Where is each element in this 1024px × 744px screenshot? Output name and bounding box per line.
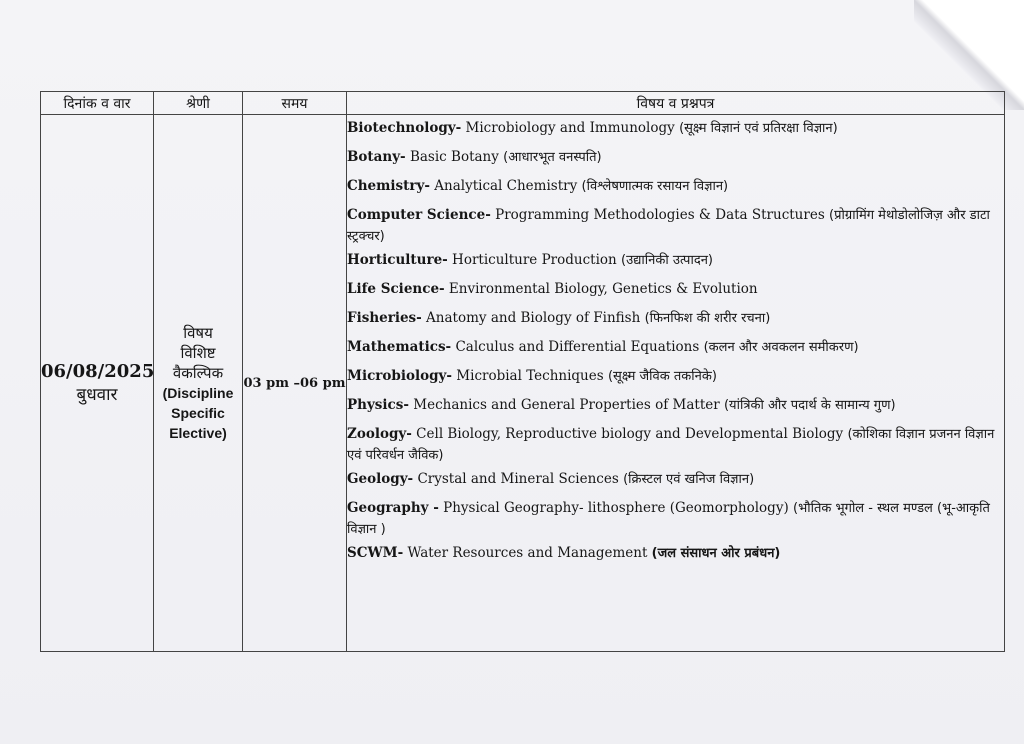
subject-name: Geography -: [347, 500, 439, 516]
subject-paper: Calculus and Differential Equations: [451, 339, 704, 355]
subject-name: Chemistry-: [347, 178, 430, 194]
category-english-line-2: Specific: [171, 405, 225, 421]
subject-line: [347, 144, 1004, 173]
header-subject: विषय व प्रश्नपत्र: [347, 92, 1005, 115]
subject-paper: Programming Methodologies & Data Structures: [490, 207, 830, 223]
exam-date: 06/08/2025: [41, 361, 155, 382]
subject-name: Microbiology-: [347, 368, 453, 384]
category-english-line-1: (Discipline: [162, 385, 234, 401]
subject-name: Computer Science-: [347, 207, 491, 223]
subject-name: Botany-: [347, 149, 406, 165]
subject-hindi: (फिनफिश की शरीर रचना): [644, 311, 771, 326]
subject-line: [347, 276, 1004, 305]
category-hindi-line-3: वैकल्पिक: [172, 364, 224, 382]
subject-name: Geology-: [347, 471, 414, 487]
subject-hindi: (क्रिस्टल एवं खनिज विज्ञान): [623, 472, 755, 487]
subject-hindi: (जल संसाधन ओर प्रबंधन): [651, 546, 781, 561]
category-hindi-line-2: विशिष्ट: [180, 344, 216, 362]
subject-line: [347, 334, 1004, 363]
category-english-line-3: Elective): [169, 425, 227, 441]
category-hindi-line-1: विषय: [183, 324, 213, 342]
time-cell: [243, 115, 347, 652]
exam-day: बुधवार: [76, 385, 118, 405]
subject-line: [347, 247, 1004, 276]
subject-hindi: (आधारभूत वनस्पति): [503, 150, 602, 165]
subject-line: [347, 305, 1004, 334]
header-date: दिनांक व वार: [41, 92, 154, 115]
subject-paper: Water Resources and Management: [403, 545, 652, 561]
subject-line: [347, 173, 1004, 202]
header-time: समय: [243, 92, 347, 115]
subject-hindi: (सूक्ष्म जैविक तकनिके): [607, 369, 717, 384]
subject-paper: Basic Botany: [405, 149, 504, 165]
subject-hindi: (कोशिका विज्ञान प्रजनन विज्ञान एवं परिवर्धन जैविक): [347, 427, 995, 463]
subject-paper: Environmental Biology, Genetics & Evolution: [444, 281, 758, 297]
subject-line: [347, 466, 1004, 495]
subject-hindi: (विश्लेषणात्मक रसायन विज्ञान): [581, 179, 729, 194]
header-row: [41, 92, 1005, 115]
subject-paper: Cell Biology, Reproductive biology and Developmental Biology: [411, 426, 848, 442]
subject-name: Fisheries-: [347, 310, 422, 326]
subject-line: [347, 363, 1004, 392]
subject-paper: Physical Geography- lithosphere (Geomorphology): [438, 500, 794, 516]
subject-hindi: (यांत्रिकी और पदार्थ के सामान्य गुण): [723, 398, 896, 413]
date-cell: [41, 115, 154, 652]
subject-line: [347, 202, 1004, 247]
subject-name: Horticulture-: [347, 252, 448, 268]
subject-hindi: (भौतिक भूगोल - स्थल मण्डल (भू-आकृति विज्ञान ): [347, 501, 990, 537]
subject-paper: Crystal and Mineral Sciences: [413, 471, 624, 487]
subject-hindi: (सूक्ष्म विज्ञानं एवं प्रतिरक्षा विज्ञान): [679, 121, 838, 136]
subject-line: [347, 540, 1004, 569]
subject-name: SCWM-: [347, 545, 404, 561]
subject-paper: Microbiology and Immunology: [461, 120, 680, 136]
subjects-cell: [347, 115, 1005, 652]
subject-line: [347, 392, 1004, 421]
subject-name: Physics-: [347, 397, 409, 413]
subject-paper: Anatomy and Biology of Finfish: [421, 310, 645, 326]
subject-line: [347, 495, 1004, 540]
subject-paper: Microbial Techniques: [452, 368, 608, 384]
subject-hindi: (उद्यानिकी उत्पादन): [621, 253, 714, 268]
subject-hindi: (कलन और अवकलन समीकरण): [703, 340, 859, 355]
table-row: [41, 115, 1005, 652]
subject-name: Zoology-: [347, 426, 412, 442]
subject-name: Biotechnology-: [347, 120, 462, 136]
subject-name: Life Science-: [347, 281, 445, 297]
header-category: श्रेणी: [154, 92, 243, 115]
subject-paper: Horticulture Production: [447, 252, 621, 268]
exam-time: 03 pm –06 pm: [243, 375, 346, 391]
subject-list: [347, 115, 1004, 569]
category-cell: [154, 115, 243, 652]
subject-paper: Analytical Chemistry: [429, 178, 582, 194]
subject-hindi: (प्रोग्रामिंग मेथोडोलोजिज़ और डाटा स्ट्रक्चर): [347, 208, 990, 244]
subject-paper: Mechanics and General Properties of Matter: [408, 397, 724, 413]
subject-name: Mathematics-: [347, 339, 452, 355]
subject-line: [347, 115, 1004, 144]
exam-schedule-table: [40, 91, 1005, 652]
subject-line: [347, 421, 1004, 466]
